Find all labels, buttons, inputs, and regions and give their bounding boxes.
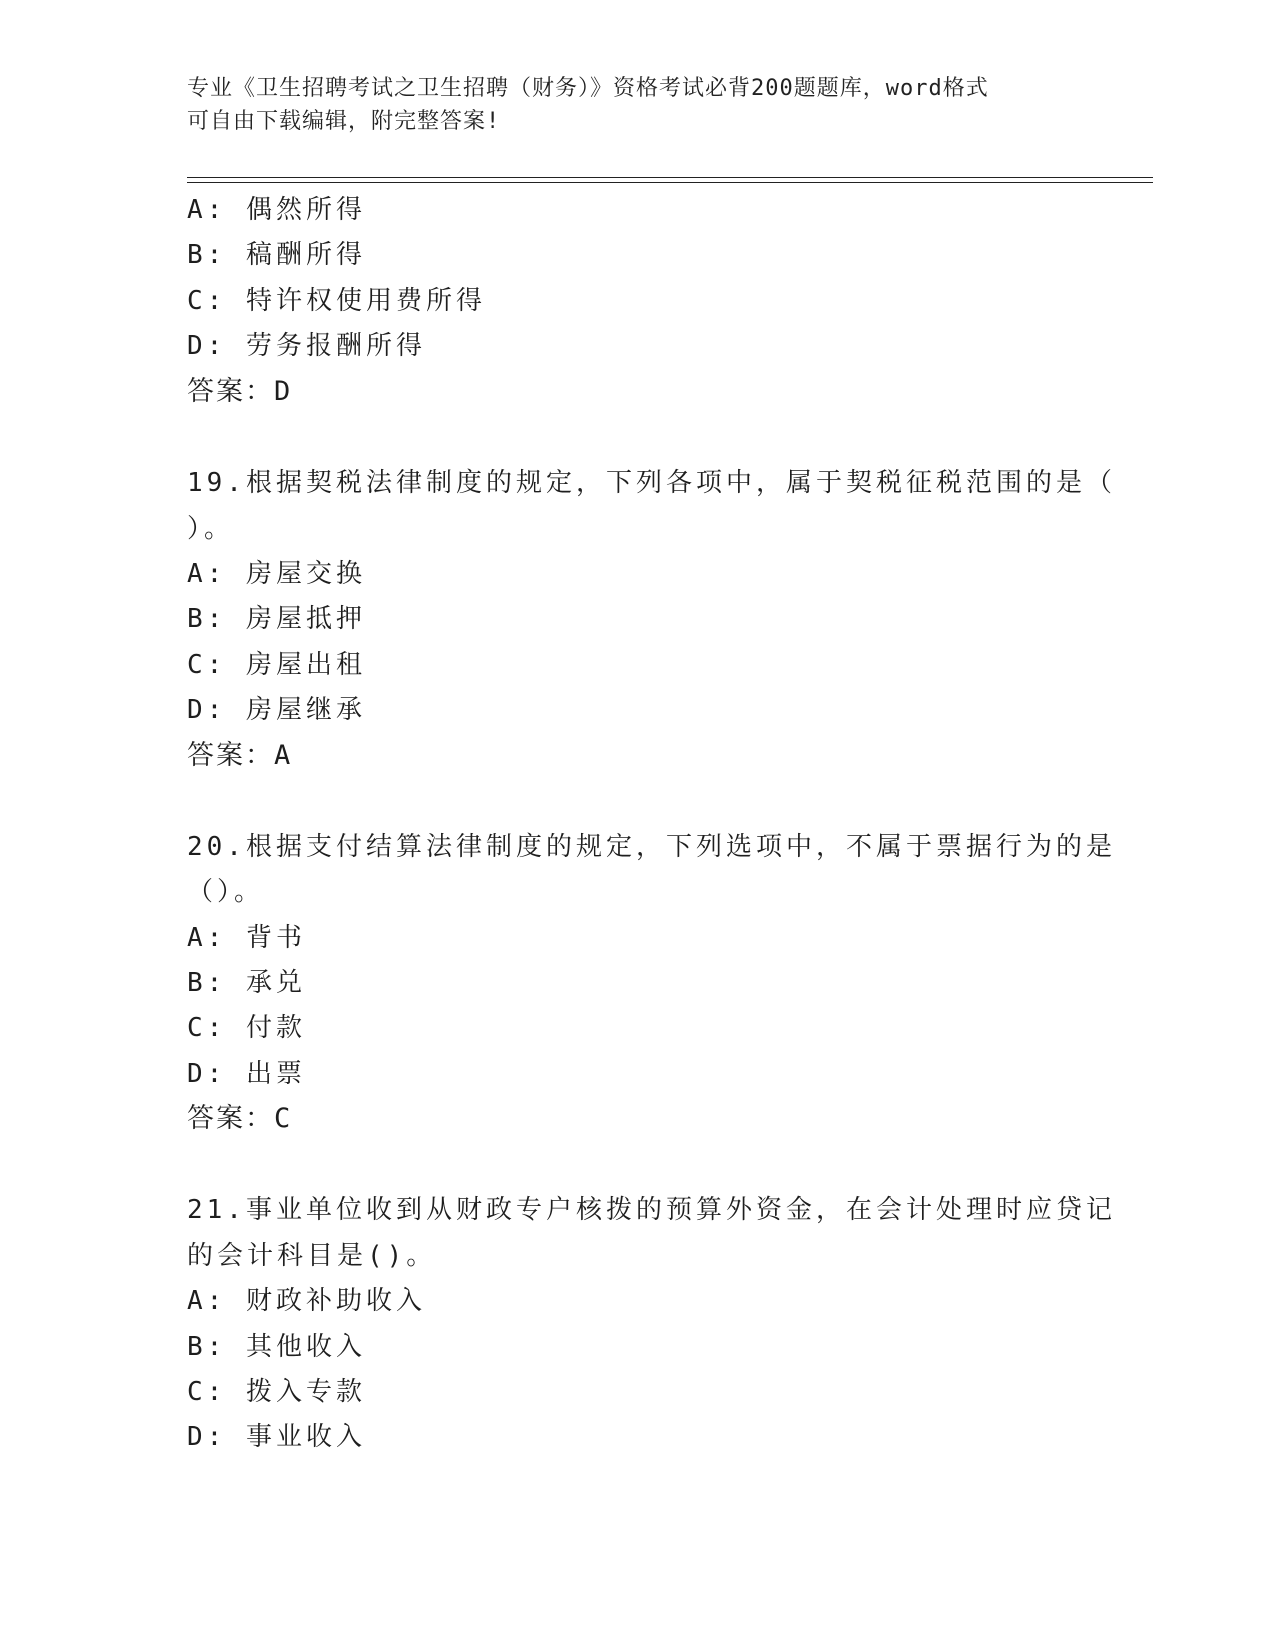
q19-option-a: A: 房屋交换 [187, 559, 366, 589]
header-title-line-2: 可自由下载编辑，附完整答案! [187, 109, 501, 134]
header-divider-bottom [187, 182, 1153, 183]
q20-option-b: B: 承兑 [187, 968, 306, 998]
q21-stem-line-1: 21.事业单位收到从财政专户核拨的预算外资金，在会计处理时应贷记 [187, 1195, 1116, 1225]
q18-option-c: C: 特许权使用费所得 [187, 286, 486, 316]
q20-option-a: A: 背书 [187, 923, 306, 953]
q21-option-b: B: 其他收入 [187, 1332, 366, 1362]
q19-option-c: C: 房屋出租 [187, 650, 366, 680]
q20-stem-line-1: 20.根据支付结算法律制度的规定，下列选项中，不属于票据行为的是 [187, 832, 1116, 862]
header-divider-top [187, 177, 1153, 178]
q19-option-d: D: 房屋继承 [187, 695, 366, 725]
q18-option-d: D: 劳务报酬所得 [187, 331, 426, 361]
q18-answer: 答案：D [187, 376, 293, 407]
document-header [187, 72, 1067, 138]
q18-option-a: A: 偶然所得 [187, 195, 366, 225]
q21-option-d: D: 事业收入 [187, 1422, 366, 1452]
q19-answer: 答案：A [187, 740, 293, 771]
q19-stem-line-2: ）。 [187, 514, 235, 544]
q21-option-a: A: 财政补助收入 [187, 1286, 426, 1316]
q19-option-b: B: 房屋抵押 [187, 604, 366, 634]
q21-option-c: C: 拨入专款 [187, 1377, 366, 1407]
q20-option-c: C: 付款 [187, 1013, 306, 1043]
header-title-line-1: 专业《卫生招聘考试之卫生招聘（财务）》资格考试必背200题题库，word格式 [187, 76, 989, 101]
q21-stem-line-2: 的会计科目是()。 [187, 1241, 437, 1271]
q20-option-d: D: 出票 [187, 1059, 306, 1089]
q20-stem-line-2: （）。 [187, 877, 265, 907]
q20-answer: 答案：C [187, 1103, 293, 1134]
q19-stem-line-1: 19.根据契税法律制度的规定，下列各项中，属于契税征税范围的是（ [187, 468, 1116, 498]
q18-option-b: B: 稿酬所得 [187, 240, 366, 270]
